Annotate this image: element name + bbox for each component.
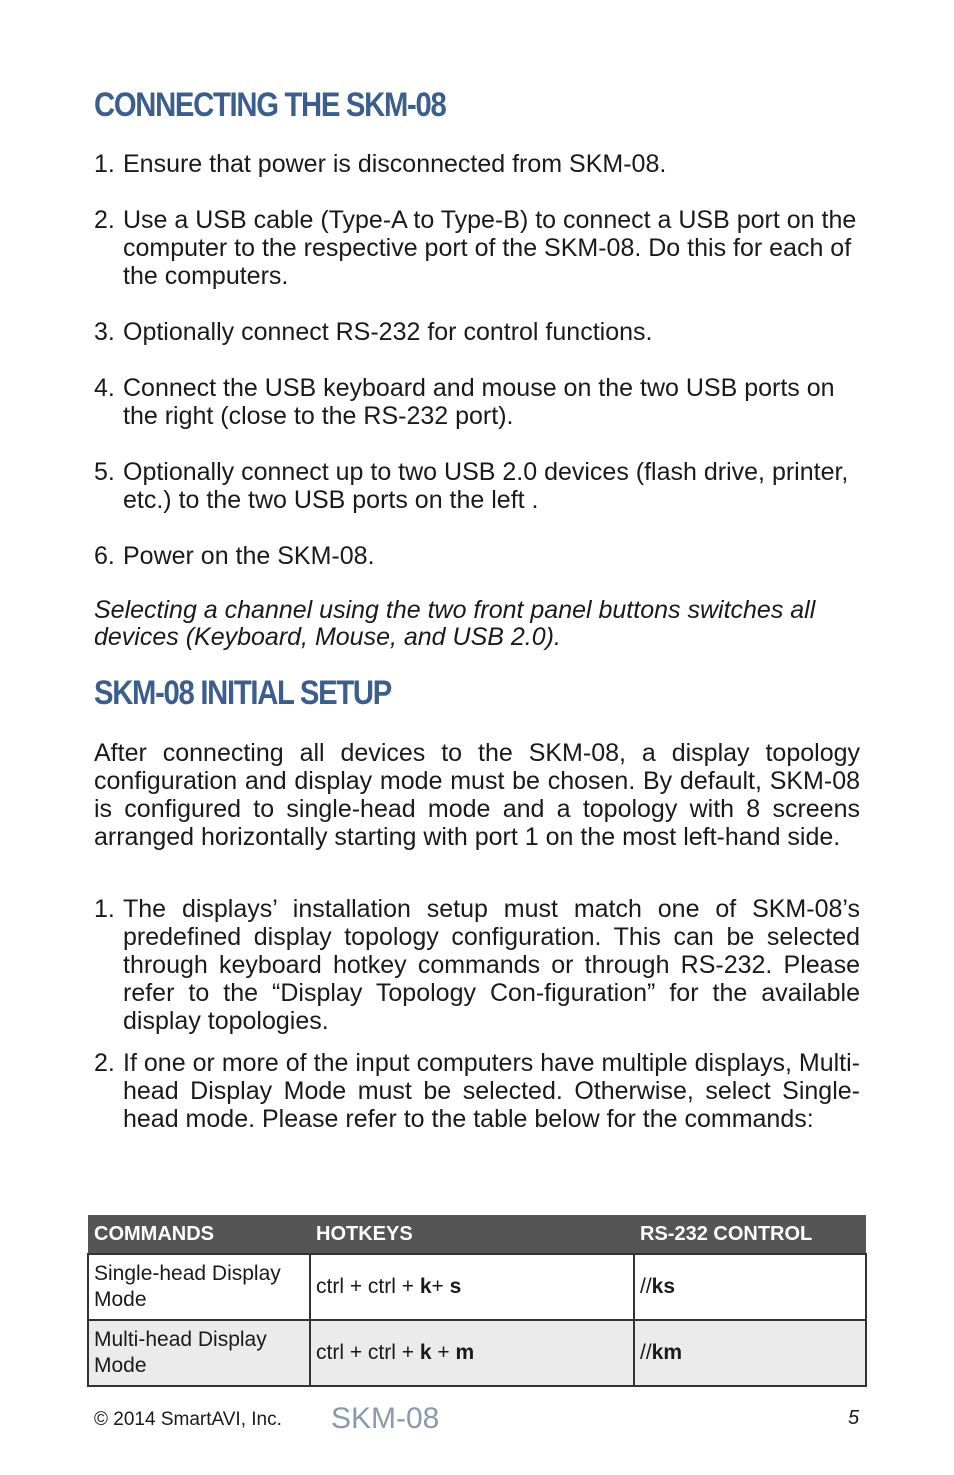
- command-cell: Multi-head Display Mode: [88, 1320, 310, 1386]
- list-item: 2. Use a USB cable (Type-A to Type-B) to connect a USB port on the computer to the respective port of the SKM-08. Do this for each of the computers.: [94, 206, 857, 290]
- table-row: [88, 1320, 866, 1386]
- hotkey-cell: ctrl + ctrl + k+ s: [310, 1254, 634, 1320]
- section-title-connecting: CONNECTING THE SKM-08: [94, 86, 446, 124]
- footer-copyright: © 2014 SmartAVI, Inc.: [94, 1409, 282, 1430]
- list-item: 4. Connect the USB keyboard and mouse on the two USB ports on the right (close to the RS-232 port).: [94, 374, 835, 430]
- list-item: 6. Power on the SKM-08.: [94, 542, 375, 570]
- column-header-rs232: RS-232 CONTROL: [634, 1215, 866, 1254]
- commands-table: [87, 1215, 867, 1387]
- setup-intro-paragraph: After connecting all devices to the SKM-08, a display topology configuration and display mode must be chosen. By default, SKM-08 is configured to single-head mode and a topology with 8 screens arranged horizontally starting with port 1 on the most left-hand side.: [94, 739, 860, 851]
- channel-selection-note: Selecting a channel using the two front panel buttons switches all devices (Keyboard, Mouse, and USB 2.0).: [94, 596, 816, 651]
- footer-model-name: SKM-08: [331, 1402, 440, 1435]
- section-title-initial-setup: SKM-08 INITIAL SETUP: [94, 674, 391, 712]
- list-item: 3. Optionally connect RS-232 for control functions.: [94, 318, 653, 346]
- connection-steps-list: [94, 150, 860, 598]
- column-header-hotkeys: HOTKEYS: [310, 1215, 634, 1254]
- setup-steps-list: [94, 895, 860, 1147]
- table-row: [88, 1254, 866, 1320]
- page-number: 5: [848, 1407, 860, 1429]
- table-header-row: [88, 1215, 866, 1254]
- hotkey-cell: ctrl + ctrl + k + m: [310, 1320, 634, 1386]
- command-cell: Single-head Display Mode: [88, 1254, 310, 1320]
- list-item: 1. Ensure that power is disconnected from SKM-08.: [94, 150, 667, 178]
- list-item: 1. The displays’ installation setup must match one of SKM-08’s predefined display topology configuration. This can be selected through keyboard hotkey commands or through RS-232. Please refer to the “Display Topology Con-figuration” for the available display topologies.: [94, 895, 860, 1035]
- list-item: 5. Optionally connect up to two USB 2.0 devices (flash drive, printer, etc.) to the two USB ports on the left .: [94, 458, 849, 514]
- rs232-cell: //km: [634, 1320, 866, 1386]
- rs232-cell: //ks: [634, 1254, 866, 1320]
- list-item: 2. If one or more of the input computers have multiple displays, Multi-head Display Mode must be selected. Otherwise, select Single-head mode. Please refer to the table below for the commands:: [94, 1049, 860, 1133]
- column-header-commands: COMMANDS: [88, 1215, 310, 1254]
